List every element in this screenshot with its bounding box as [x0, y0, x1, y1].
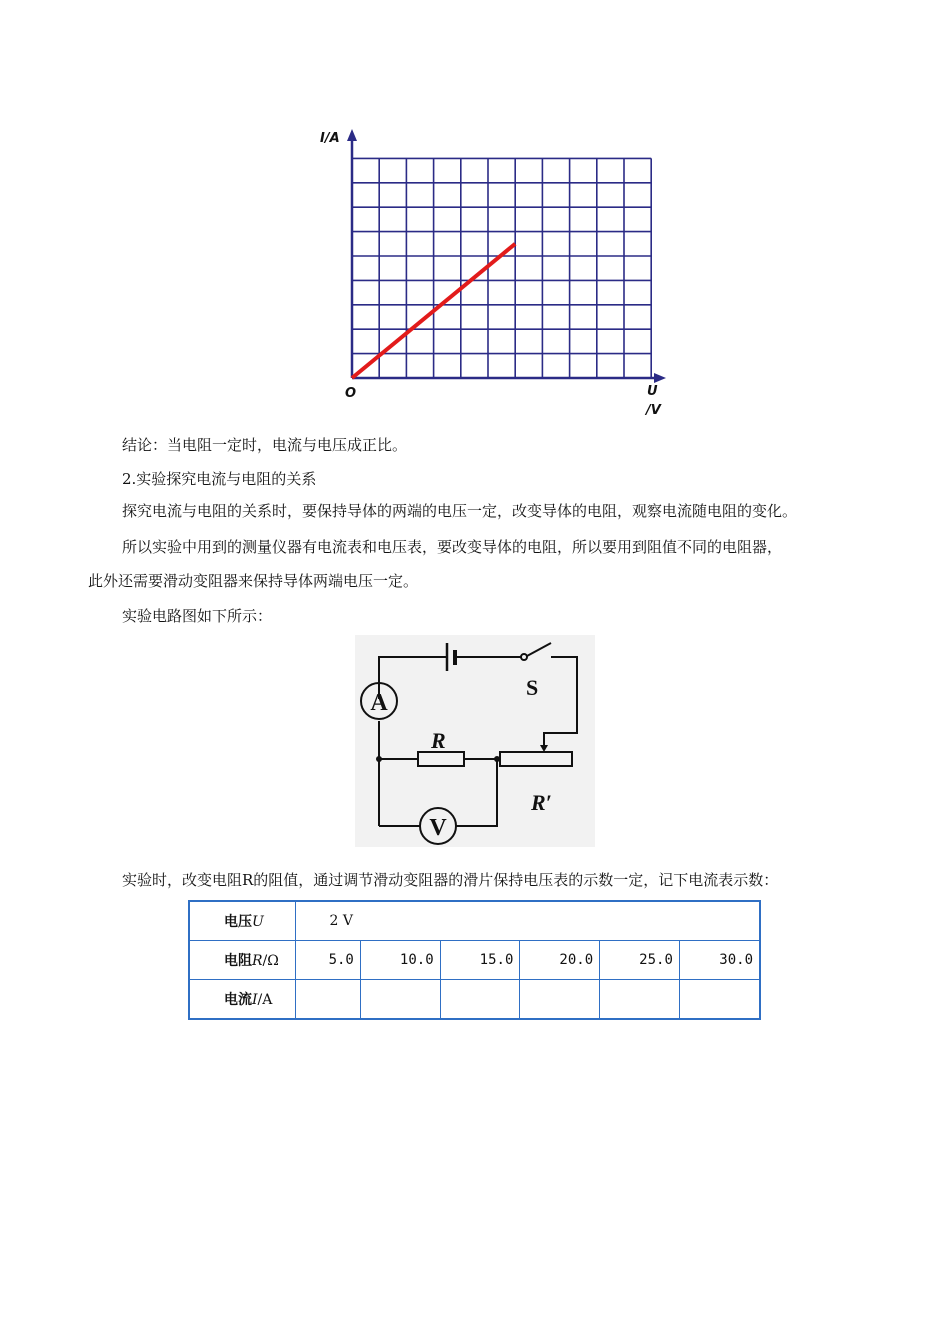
- resistance-cell: 20.0: [520, 941, 600, 980]
- current-cell[interactable]: [600, 980, 680, 1020]
- junction-right: [494, 756, 500, 762]
- resistance-cell: 30.0: [679, 941, 760, 980]
- paragraph-2-line-1: 所以实验中用到的测量仪器有电流表和电压表，要改变导体的电阻，所以要用到阻值不同的电阻器，: [122, 538, 783, 556]
- paragraph-2-line-2: 此外还需要滑动变阻器来保持导体两端电压一定。: [88, 572, 419, 590]
- resistance-cell: 25.0: [600, 941, 680, 980]
- current-header: 电流I/A: [189, 980, 295, 1020]
- current-cell[interactable]: [295, 980, 360, 1020]
- x-axis-label-unit: /V: [646, 403, 661, 418]
- origin-label: O: [345, 386, 357, 401]
- current-cell[interactable]: [440, 980, 520, 1020]
- section-2-title: 2.实验探究电流与电阻的关系: [122, 470, 317, 488]
- rheostat-label: R′: [531, 790, 552, 815]
- y-axis-label: I/A: [320, 131, 340, 146]
- graph-grid: [352, 158, 651, 378]
- current-cell[interactable]: [520, 980, 600, 1020]
- current-cell[interactable]: [360, 980, 440, 1020]
- resistance-cell: 5.0: [295, 941, 360, 980]
- circuit-background: [355, 635, 595, 847]
- x-axis-label-u: U: [647, 384, 658, 399]
- paragraph-1: 探究电流与电阻的关系时，要保持导体的两端的电压一定，改变导体的电阻，观察电流随电阻的变化。: [122, 502, 798, 520]
- resistance-cell: 10.0: [360, 941, 440, 980]
- current-cell[interactable]: [679, 980, 760, 1020]
- paragraph-4: 实验时，改变电阻R的阻值，通过调节滑动变阻器的滑片保持电压表的示数一定，记下电流表示数：: [122, 871, 779, 889]
- table-row-current: [189, 980, 760, 1020]
- data-table: [188, 900, 761, 1020]
- circuit-diagram: [355, 635, 595, 847]
- paragraph-3: 实验电路图如下所示：: [122, 607, 273, 625]
- iu-graph: [330, 125, 670, 390]
- junction-left: [376, 756, 382, 762]
- ammeter-label: A: [370, 690, 388, 716]
- resistor-label: R: [431, 728, 446, 753]
- voltage-header: 电压U: [189, 901, 295, 941]
- resistance-header: 电阻R/Ω: [189, 941, 295, 980]
- table-row-resistance: [189, 941, 760, 980]
- voltage-value: 2 V: [295, 901, 760, 941]
- resistance-cell: 15.0: [440, 941, 520, 980]
- switch-label: S: [526, 675, 539, 700]
- conclusion-text: 结论：当电阻一定时，电流与电压成正比。: [122, 436, 408, 454]
- table-row-voltage: [189, 901, 760, 941]
- voltmeter-label: V: [429, 815, 447, 841]
